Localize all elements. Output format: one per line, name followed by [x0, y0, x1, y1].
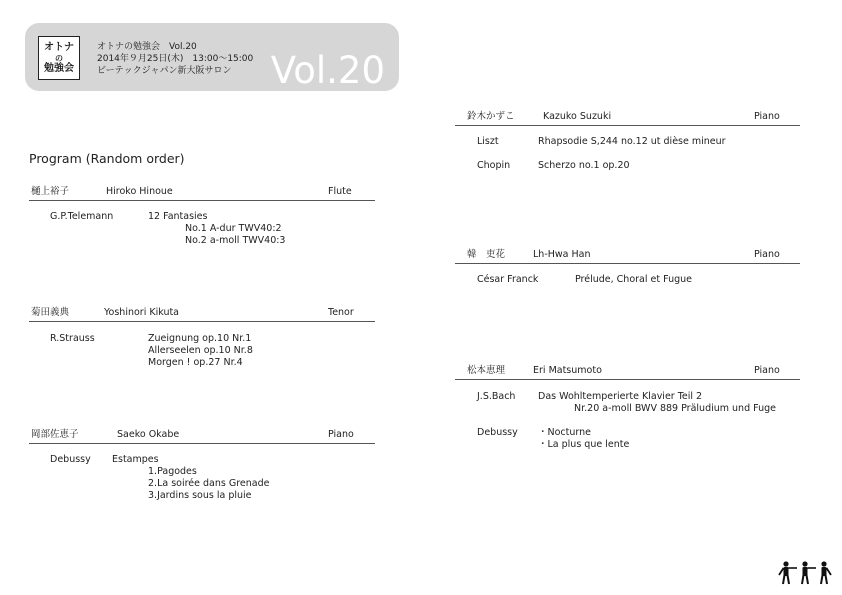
composer: Chopin — [477, 160, 511, 171]
piece: 3.Jardins sous la pluie — [148, 490, 252, 501]
piece: ・Nocturne — [538, 427, 591, 438]
performer-name-en: Kazuko Suzuki — [543, 111, 612, 122]
performer-name-en: Yoshinori Kikuta — [104, 307, 180, 318]
piece: Das Wohltemperierte Klavier Teil 2 — [538, 391, 703, 402]
performer-name-jp: 菊田義典 — [31, 307, 70, 318]
piece: No.2 a-moll TWV40:3 — [185, 235, 286, 246]
composer: Debussy — [50, 454, 91, 465]
logo-line-2: の — [55, 53, 63, 63]
piece: Morgen ! op.27 Nr.4 — [148, 357, 243, 368]
performer-name-en: Lh-Hwa Han — [533, 249, 591, 260]
event-venue: ビーテックジャパン新大阪サロン — [97, 66, 232, 76]
pieces — [575, 274, 692, 286]
pieces — [148, 333, 253, 369]
piece: 12 Fantasies — [148, 211, 208, 222]
piece: Scherzo no.1 op.20 — [538, 160, 630, 171]
performer-name-en: Eri Matsumoto — [533, 365, 602, 376]
composer: Debussy — [477, 427, 518, 438]
logo-line-1: オトナ — [44, 41, 74, 53]
pieces — [538, 136, 726, 148]
event-title: オトナの勉強会 Vol.20 — [97, 42, 197, 52]
piece: No.1 A-dur TWV40:2 — [185, 223, 282, 234]
piece: 2.La soirée dans Grenade — [148, 478, 270, 489]
performer-instrument: Tenor — [328, 307, 354, 318]
composer: G.P.Telemann — [50, 211, 114, 222]
piece: ・La plus que lente — [538, 439, 630, 450]
performer-name-jp: 岡部佐恵子 — [31, 429, 79, 440]
piece: Nr.20 a-moll BWV 889 Präludium und Fuge — [574, 403, 776, 414]
performer-header — [29, 429, 375, 444]
performer-instrument: Flute — [328, 186, 352, 197]
performer-header — [29, 307, 375, 322]
performer-instrument: Piano — [754, 365, 780, 376]
piece: Allerseelen op.10 Nr.8 — [148, 345, 253, 356]
pieces — [112, 454, 269, 502]
piece: 1.Pagodes — [148, 466, 197, 477]
performer-name-jp: 鈴木かずこ — [467, 111, 515, 122]
header-banner — [25, 23, 399, 91]
performer-block-matsumoto — [455, 365, 800, 380]
performer-block-okabe — [29, 429, 375, 444]
piece: Zueignung op.10 Nr.1 — [148, 333, 252, 344]
volume-label: Vol.20 — [270, 49, 385, 92]
people-icon — [778, 561, 832, 585]
performer-block-hinoue — [29, 186, 375, 201]
performer-header — [455, 111, 800, 126]
composer: J.S.Bach — [477, 391, 516, 402]
piece: Estampes — [112, 454, 159, 465]
performer-header — [455, 249, 800, 264]
performer-header — [29, 186, 375, 201]
performer-name-jp: 松本恵理 — [467, 365, 506, 376]
performer-block-suzuki — [455, 111, 800, 126]
performer-block-kikuta — [29, 307, 375, 322]
piece: Rhapsodie S,244 no.12 ut dièse mineur — [538, 136, 726, 147]
performer-name-jp: 樋上裕子 — [31, 186, 70, 197]
performer-instrument: Piano — [754, 249, 780, 260]
pieces — [148, 211, 285, 247]
performer-header — [455, 365, 800, 380]
pieces — [538, 427, 629, 451]
performer-instrument: Piano — [328, 429, 354, 440]
composer: R.Strauss — [50, 333, 95, 344]
performer-name-en: Hiroko Hinoue — [106, 186, 173, 197]
performer-name-en: Saeko Okabe — [117, 429, 180, 440]
logo — [38, 36, 80, 80]
composer: César Franck — [477, 274, 539, 285]
program-title: Program (Random order) — [29, 151, 185, 166]
performer-block-han — [455, 249, 800, 264]
pieces — [538, 160, 630, 172]
pieces — [538, 391, 776, 415]
logo-line-3: 勉強会 — [44, 62, 74, 74]
event-date: 2014年９月25日(木) 13:00〜15:00 — [97, 54, 254, 64]
piece: Prélude, Choral et Fugue — [575, 274, 692, 285]
composer: Liszt — [477, 136, 499, 147]
performer-instrument: Piano — [754, 111, 780, 122]
performer-name-jp: 韓 吏花 — [467, 249, 506, 260]
event-info — [97, 41, 253, 77]
